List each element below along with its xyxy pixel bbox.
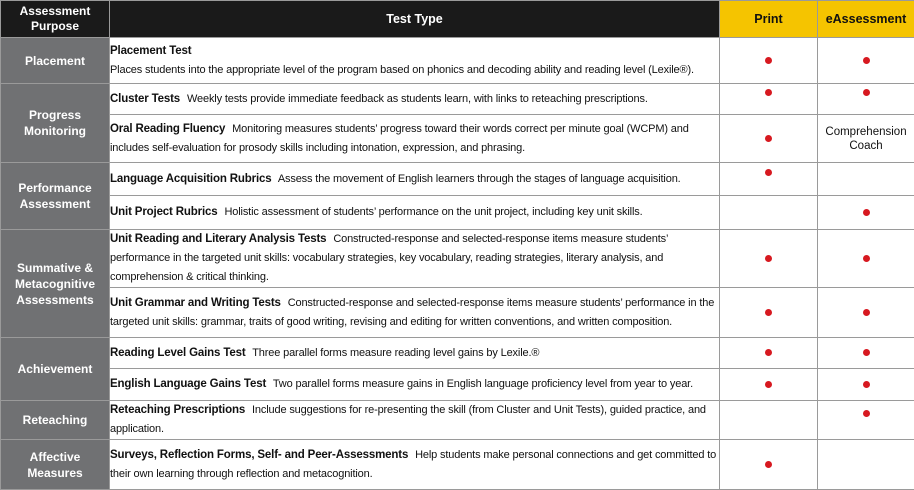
- header-test-type: Test Type: [110, 1, 720, 38]
- test-description: Places students into the appropriate level of the program based on phonics and decoding ability and reading level (Lexile®).: [110, 64, 694, 76]
- eassessment-cell: [818, 84, 914, 115]
- eassessment-cell: [818, 288, 914, 338]
- test-cell: [110, 230, 720, 288]
- table-row: [1, 84, 914, 115]
- eassessment-cell: [818, 163, 914, 196]
- test-name: Unit Reading and Literary Analysis Tests: [110, 233, 326, 245]
- test-description: Weekly tests provide immediate feedback as students learn, with links to reteaching prescriptions.: [187, 93, 648, 105]
- table-row: [1, 196, 914, 230]
- table-row: [1, 115, 914, 163]
- table-row: [1, 163, 914, 196]
- print-dot-icon: [765, 169, 772, 176]
- print-cell: [720, 163, 818, 196]
- header-eassessment: eAssessment: [818, 1, 914, 38]
- print-cell: [720, 230, 818, 288]
- purpose-affective-measures: Affective Measures: [1, 440, 110, 490]
- table-row: [1, 440, 914, 490]
- test-cell: [110, 84, 720, 115]
- table-row: [1, 38, 914, 84]
- purpose-summative-metacognitive: Summative & Metacognitive Assessments: [1, 230, 110, 338]
- header-row: [1, 1, 914, 38]
- table-row: [1, 288, 914, 338]
- test-cell: [110, 440, 720, 490]
- print-dot-icon: [765, 135, 772, 142]
- print-cell: [720, 288, 818, 338]
- test-description: Help students make personal connections and get committed to their own learning through reflection and metacognition.: [110, 449, 716, 480]
- purpose-reteaching: Reteaching: [1, 401, 110, 440]
- print-cell: [720, 369, 818, 401]
- print-dot-icon: [765, 89, 772, 96]
- eassessment-cell: [818, 38, 914, 84]
- eassessment-dot-icon: [863, 57, 870, 64]
- test-cell: [110, 288, 720, 338]
- eassessment-dot-icon: [863, 309, 870, 316]
- test-name: Reteaching Prescriptions: [110, 404, 245, 416]
- eassessment-cell: [818, 196, 914, 230]
- test-description: Constructed-response and selected-response items measure students’ performance in the targeted unit skills: vocabulary strategies, key vocabulary, reading strategies, literary analysis, and comprehension & critical thinking.: [110, 233, 668, 283]
- test-name: English Language Gains Test: [110, 378, 266, 390]
- eassessment-dot-icon: [863, 255, 870, 262]
- print-cell: [720, 401, 818, 440]
- eassessment-cell: Comprehension Coach: [818, 115, 914, 163]
- print-dot-icon: [765, 349, 772, 356]
- purpose-progress-monitoring: Progress Monitoring: [1, 84, 110, 163]
- eassessment-cell: [818, 401, 914, 440]
- test-name: Oral Reading Fluency: [110, 123, 225, 135]
- purpose-achievement: Achievement: [1, 338, 110, 401]
- eassessment-dot-icon: [863, 349, 870, 356]
- print-cell: [720, 115, 818, 163]
- print-cell: [720, 440, 818, 490]
- test-description: Include suggestions for re-presenting the skill (from Cluster and Unit Tests), guided practice, and application.: [110, 404, 706, 435]
- test-description: Three parallel forms measure reading level gains by Lexile.®: [252, 347, 539, 359]
- print-dot-icon: [765, 255, 772, 262]
- table-row: [1, 338, 914, 369]
- print-cell: [720, 338, 818, 369]
- test-name: Placement Test: [110, 45, 191, 57]
- print-cell: [720, 196, 818, 230]
- print-dot-icon: [765, 461, 772, 468]
- test-cell: [110, 369, 720, 401]
- test-cell: [110, 338, 720, 369]
- table-row: [1, 401, 914, 440]
- eassessment-dot-icon: [863, 89, 870, 96]
- test-name: Language Acquisition Rubrics: [110, 173, 272, 185]
- test-cell: [110, 115, 720, 163]
- eassessment-cell: [818, 369, 914, 401]
- test-name: Surveys, Reflection Forms, Self- and Peer-Assessments: [110, 449, 408, 461]
- header-print: Print: [720, 1, 818, 38]
- print-dot-icon: [765, 381, 772, 388]
- test-name: Unit Grammar and Writing Tests: [110, 297, 281, 309]
- test-cell: [110, 163, 720, 196]
- eassessment-dot-icon: [863, 209, 870, 216]
- print-dot-icon: [765, 57, 772, 64]
- test-description: Monitoring measures students’ progress toward their words correct per minute goal (WCPM) and includes self-evaluation for prosody skills including intonation, expression, and phrasing.: [110, 123, 689, 154]
- test-name: Cluster Tests: [110, 93, 180, 105]
- table-row: [1, 230, 914, 288]
- eassessment-dot-icon: [863, 381, 870, 388]
- test-cell: [110, 196, 720, 230]
- purpose-performance-assessment: Performance Assessment: [1, 163, 110, 230]
- eassessment-cell: [818, 338, 914, 369]
- purpose-placement: Placement: [1, 38, 110, 84]
- table-row: [1, 369, 914, 401]
- test-description: Holistic assessment of students’ performance on the unit project, including key unit skills.: [224, 206, 642, 218]
- test-name: Unit Project Rubrics: [110, 206, 218, 218]
- eassessment-cell: [818, 440, 914, 490]
- test-description: Two parallel forms measure gains in English language proficiency level from year to year.: [273, 378, 693, 390]
- print-dot-icon: [765, 309, 772, 316]
- eassessment-dot-icon: [863, 410, 870, 417]
- print-cell: [720, 84, 818, 115]
- header-assessment-purpose: Assessment Purpose: [1, 1, 110, 38]
- test-description: Assess the movement of English learners through the stages of language acquisition.: [278, 173, 681, 185]
- test-cell: [110, 401, 720, 440]
- eassessment-cell: [818, 230, 914, 288]
- test-cell: [110, 38, 720, 84]
- print-cell: [720, 38, 818, 84]
- test-name: Reading Level Gains Test: [110, 347, 246, 359]
- test-description: Constructed-response and selected-response items measure students’ performance in the targeted unit skills: grammar, traits of good writing, revising and editing for written conventions, and written composition.: [110, 297, 714, 328]
